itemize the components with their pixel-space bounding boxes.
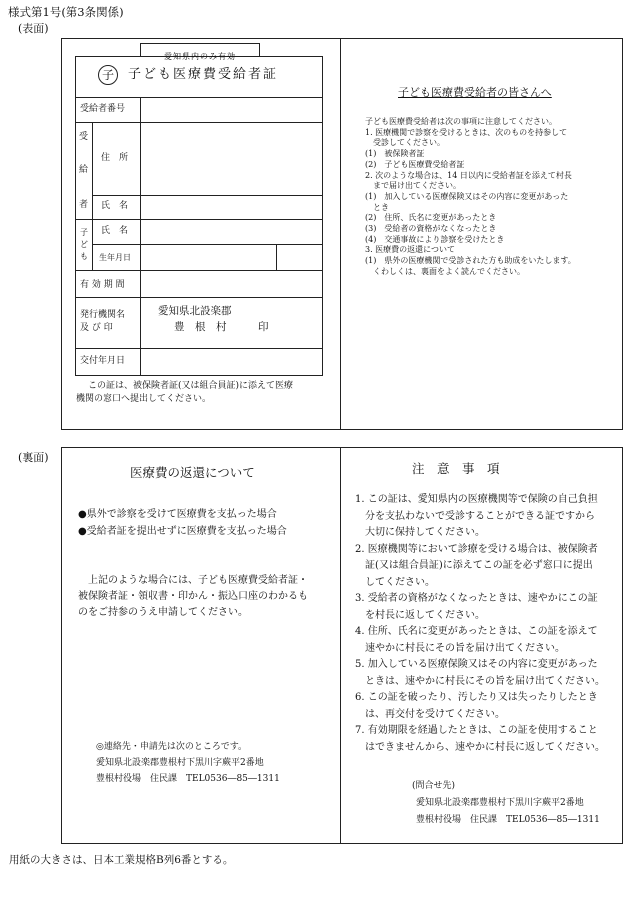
inquiry-phone: 豊根村役場 住民課 TEL0536―85―1311: [416, 815, 600, 825]
caution-line: 3. 受給者の資格がなくなったときは、速やかにこの証: [355, 593, 598, 604]
contact-line: ◎連絡先・申請先は次のところです。: [96, 742, 248, 752]
caution-line: はできませんから、速やかに村長に返してください。: [355, 741, 605, 753]
issuer-label-1: 発行機関名: [80, 310, 126, 320]
notice-line: (1) 県外の医療機関で受診された方も助成をいたします。: [365, 256, 576, 266]
notice-line: (3) 受給者の資格がなくなったとき: [365, 224, 497, 234]
card-rule: [75, 122, 323, 123]
reimbursement-contact: [96, 739, 280, 787]
inquiry-label: (問合せ先): [412, 781, 456, 791]
recipient-v3: 者: [79, 200, 89, 210]
card-col-rule: [140, 97, 141, 376]
card-rule: [75, 270, 323, 271]
reimbursement-body-line: 被保険者証・領収書・印かん・振込口座のわかるも: [78, 591, 308, 602]
back-divider: [340, 447, 341, 844]
card-footnote-2: 機関の窓口へ提出してください。: [76, 394, 212, 404]
notice-list: [365, 117, 576, 278]
validity-banner-text: 愛知県内のみ有効: [164, 52, 236, 61]
card-col-rule: [276, 244, 277, 270]
child-v2: ど: [80, 240, 88, 249]
card-rule: [92, 195, 323, 196]
card-title: 子ども医療費受給者証: [128, 67, 279, 82]
birth-date-label: 生年月日: [99, 253, 131, 262]
notice-line: 1. 医療機関で診察を受けるときは、次のものを持参して: [365, 127, 568, 137]
card-rule: [75, 219, 323, 220]
back-label: (裏面): [18, 451, 49, 464]
notice-line: (2) 住所、氏名に変更があったとき: [365, 213, 497, 223]
caution-line: 大切に保持してください。: [355, 527, 485, 538]
child-mark: 子: [101, 68, 114, 82]
inquiry-address: 愛知県北設楽郡豊根村下黒川字蕨平2番地: [416, 798, 584, 808]
notice-line: (1) 被保険者証: [365, 149, 425, 159]
notice-title: 子ども医療費受給者の皆さんへ: [398, 86, 552, 99]
card-rule: [75, 97, 323, 98]
address-label: 住 所: [101, 153, 129, 163]
validity-banner: [140, 43, 260, 61]
caution-line: は、再交付を受けてください。: [355, 708, 505, 720]
caution-line: を村長に返してください。: [355, 609, 485, 621]
card-col-rule: [92, 122, 93, 270]
card-footnote-1: この証は、被保険者証(又は組合員証)に添えて医療: [88, 381, 294, 391]
front-divider: [340, 38, 341, 430]
caution-line: 1. この証は、愛知県内の医療機関等で保険の自己負担: [355, 494, 598, 505]
notice-line: まで届け出てください。: [365, 181, 461, 191]
card-rule: [92, 244, 323, 245]
notice-line: 2. 次のような場合は、14 日以内に受給者証を添えて村長: [365, 170, 572, 180]
card-rule: [75, 297, 323, 298]
reimbursement-body: [78, 573, 308, 621]
caution-line: 分を支払わないで受診することができる証ですから: [355, 510, 595, 522]
paper-size-note: 用紙の大きさは、日本工業規格B列6番とする。: [9, 854, 234, 866]
notice-line: くわしくは、裏面をよく読んでください。: [365, 266, 525, 276]
reimbursement-bullet: ●県外で診察を受けて医療費を支払った場合: [78, 509, 277, 520]
reimbursement-body-line: 上記のような場合には、子ども医療費受給者証・: [78, 575, 308, 586]
recipient-v2: 給: [79, 165, 89, 175]
caution-line: 7. 有効期限を経過したときは、この証を使用すること: [355, 725, 598, 736]
caution-line: 2. 医療機関等において診療を受ける場合は、被保険者: [355, 543, 598, 555]
recipient-v1: 受: [79, 132, 89, 142]
recipient-number-label: 受給者番号: [80, 104, 126, 114]
card-rule: [75, 348, 323, 349]
reimbursement-body-line: のをご持参のうえ申請してください。: [78, 607, 248, 618]
issuer-label-2: 及 び 印: [80, 323, 113, 333]
caution-line: 証(又は組合員証)に添えてこの証を必ず窓口に提出: [355, 560, 593, 571]
contact-line: 豊根村役場 住民課 TEL0536―85―1311: [96, 774, 280, 784]
child-name-label: 氏 名: [101, 226, 129, 236]
issuer-value-2: 豊 根 村 印: [174, 321, 269, 333]
notice-line: とき: [365, 202, 389, 212]
cautions-title: 注 意 事 項: [412, 461, 500, 476]
caution-line: してください。: [355, 576, 435, 588]
child-v1: 子: [80, 228, 88, 237]
notice-line: 受診してください。: [365, 138, 445, 148]
valid-period-label: 有 効 期 間: [80, 280, 125, 290]
caution-line: 4. 住所、氏名に変更があったときは、この証を添えて: [355, 626, 598, 637]
notice-line: 3. 医療費の返還について: [365, 245, 456, 255]
child-v3: も: [80, 252, 88, 261]
notice-line: 子ども医療費受給者は次の事項に注意してください。: [365, 117, 557, 126]
issuer-value-1: 愛知県北設楽郡: [158, 305, 232, 317]
caution-line: 速やかに村長にその旨を届け出てください。: [355, 642, 565, 654]
issue-date-label: 交付年月日: [80, 356, 126, 366]
contact-line: 愛知県北設楽郡豊根村下黒川字蕨平2番地: [96, 758, 264, 768]
reimbursement-title: 医療費の返還について: [130, 465, 255, 480]
cautions-list: [355, 492, 605, 756]
caution-line: ときは、速やかに村長にその旨を届け出てください。: [355, 675, 605, 687]
notice-line: (4) 交通事故により診察を受けたとき: [365, 234, 505, 244]
form-number: 様式第1号(第3条関係): [8, 5, 124, 19]
caution-line: 5. 加入している医療保険又はその内容に変更があった: [355, 659, 598, 670]
reimbursement-bullet: ●受給者証を提出せずに医療費を支払った場合: [78, 526, 287, 537]
front-label: (表面): [18, 22, 49, 35]
caution-line: 6. この証を破ったり、汚したり又は失ったりしたとき: [355, 692, 598, 703]
notice-line: (1) 加入している医療保険又はその内容に変更があった: [365, 191, 569, 201]
name-label: 氏 名: [101, 201, 129, 211]
notice-line: (2) 子ども医療費受給者証: [365, 159, 465, 169]
child-mark-circle: [98, 65, 118, 85]
